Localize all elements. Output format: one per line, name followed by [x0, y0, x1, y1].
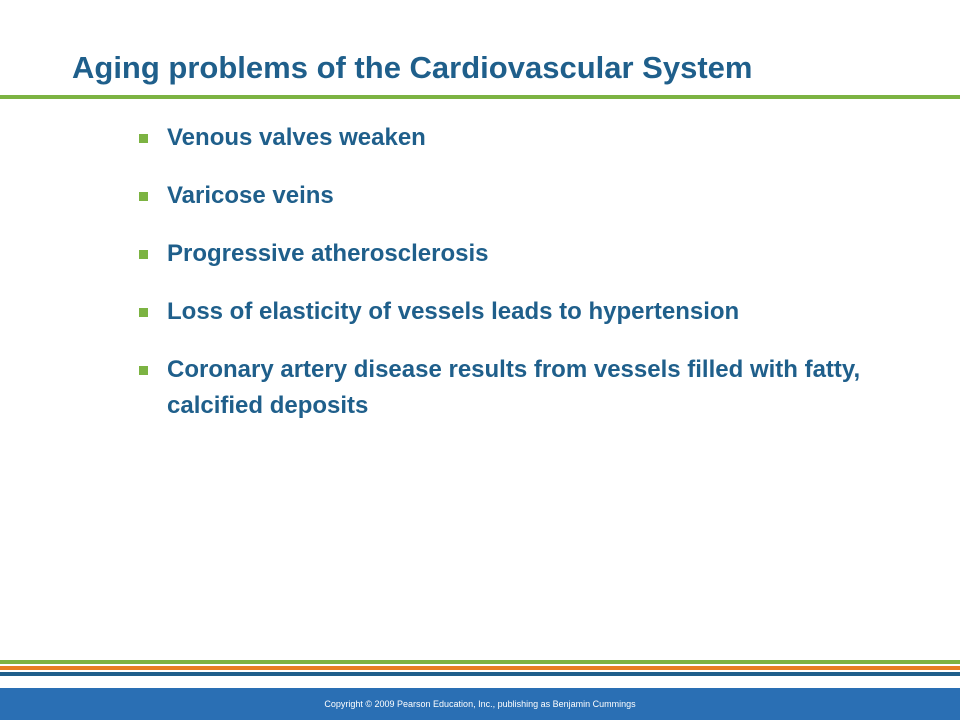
bullet-item	[136, 120, 876, 156]
footer-bar	[0, 688, 960, 720]
bullet-text: Progressive atherosclerosis	[167, 240, 489, 267]
square-bullet-icon	[139, 366, 148, 375]
footer-stripes	[0, 660, 960, 678]
square-bullet-icon	[139, 134, 148, 143]
bullet-text: Varicose veins	[167, 182, 334, 209]
title-underline	[0, 95, 960, 99]
orange-stripe	[0, 666, 960, 670]
bullet-text: Venous valves weaken	[167, 124, 426, 151]
bullet-item	[136, 236, 876, 272]
bullet-list	[136, 120, 876, 446]
square-bullet-icon	[139, 250, 148, 259]
bullet-item	[136, 294, 876, 330]
bullet-item	[136, 178, 876, 214]
copyright-text: Copyright © 2009 Pearson Education, Inc., publishing as Benjamin Cummings	[324, 699, 636, 709]
blue-stripe	[0, 672, 960, 676]
slide-title: Aging problems of the Cardiovascular System	[72, 50, 753, 85]
bullet-item	[136, 352, 876, 424]
bullet-text: Coronary artery disease results from vessels filled with fatty, calcified deposits	[167, 356, 861, 419]
bullet-text: Loss of elasticity of vessels leads to hypertension	[167, 298, 740, 325]
green-stripe	[0, 660, 960, 664]
square-bullet-icon	[139, 308, 148, 317]
square-bullet-icon	[139, 192, 148, 201]
